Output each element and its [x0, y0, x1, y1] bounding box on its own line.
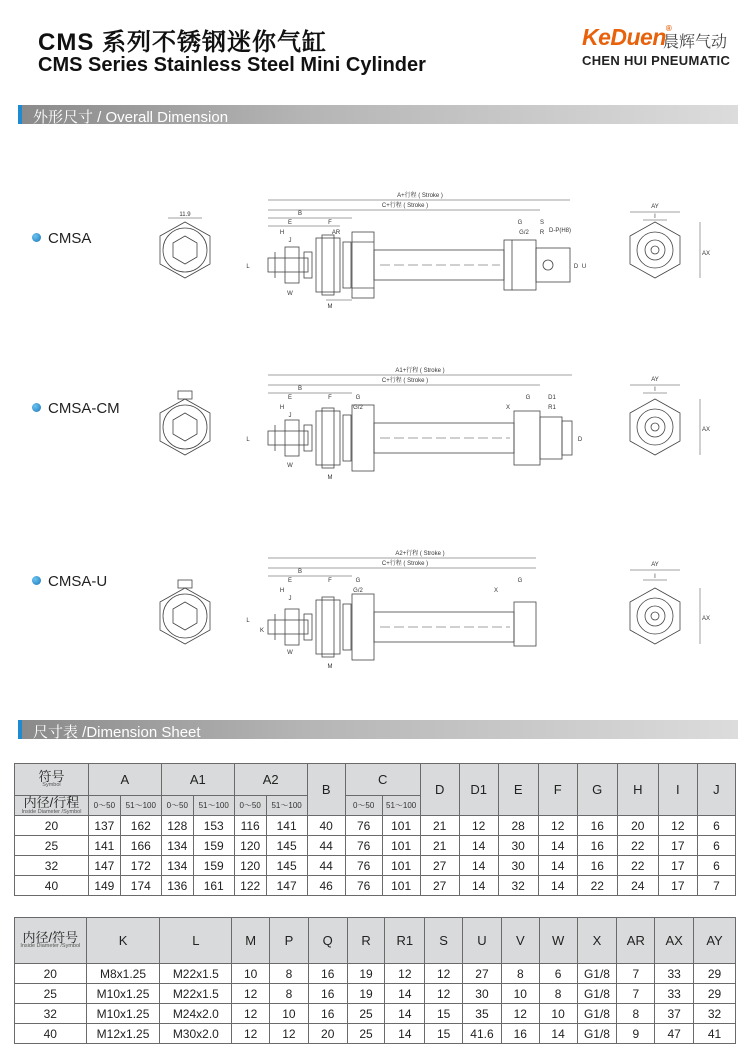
svg-text:E: E — [287, 220, 293, 226]
svg-text:W: W — [287, 291, 293, 297]
stroke-range: 0～50 — [88, 796, 120, 816]
svg-text:E: E — [287, 578, 293, 584]
svg-text:L: L — [246, 264, 250, 270]
table-cell: 14 — [385, 1004, 425, 1024]
table-cell: 28 — [498, 816, 538, 836]
svg-text:G/2: G/2 — [519, 230, 529, 236]
table-cell: 141 — [88, 836, 120, 856]
stroke-range: 51～100 — [193, 796, 234, 816]
table-cell: 8 — [617, 1004, 655, 1024]
svg-text:G: G — [517, 578, 523, 584]
svg-text:M: M — [327, 304, 333, 310]
table-cell: 145 — [266, 836, 307, 856]
bullet-icon — [32, 403, 41, 412]
section-overall-dimension — [18, 105, 738, 124]
stroke-range: 0～50 — [161, 796, 193, 816]
table-cell: 27 — [420, 856, 459, 876]
row-diameter: 32 — [15, 856, 89, 876]
row-diameter: 40 — [15, 1024, 87, 1044]
table-cell: M22x1.5 — [160, 964, 232, 984]
dim-front: 11.9 — [179, 212, 191, 218]
table-cell: 8 — [270, 984, 309, 1004]
svg-text:F: F — [328, 395, 332, 401]
table-cell: 24 — [617, 876, 658, 896]
table-corner: 内径/符号 Inside Diameter /Symbol — [15, 918, 87, 964]
svg-text:AY: AY — [651, 562, 659, 568]
table-cell: 12 — [425, 964, 463, 984]
model-label-cmsa-cm: CMSA-CM — [32, 400, 120, 417]
svg-text:I: I — [654, 214, 656, 220]
section-accent — [18, 720, 22, 739]
row-diameter: 32 — [15, 1004, 87, 1024]
col-header: E — [498, 764, 538, 816]
table-cell: 6 — [697, 836, 735, 856]
svg-text:F: F — [328, 578, 332, 584]
col-header: Q — [308, 918, 347, 964]
row-diameter: 20 — [15, 964, 87, 984]
col-header: A2 — [234, 764, 307, 796]
table-cell: 16 — [577, 856, 617, 876]
table-cell: 33 — [655, 984, 694, 1004]
col-header: K — [86, 918, 160, 964]
table-cell: 7 — [617, 984, 655, 1004]
table-cell: 159 — [193, 836, 234, 856]
table-row — [15, 1024, 736, 1044]
table-cell: 15 — [425, 1004, 463, 1024]
svg-text:B: B — [297, 386, 303, 392]
svg-text:A2+行程 ( Stroke ): A2+行程 ( Stroke ) — [395, 551, 445, 557]
col-header: V — [501, 918, 539, 964]
table-cell: 12 — [232, 984, 270, 1004]
table-cell: M8x1.25 — [86, 964, 160, 984]
table-cell: 174 — [120, 876, 161, 896]
brand-name-cn: 晨辉气动 — [663, 34, 728, 51]
table-cell: 7 — [697, 876, 735, 896]
table-cell: 14 — [539, 1024, 577, 1044]
col-header: F — [538, 764, 577, 816]
table-cell: 44 — [307, 856, 345, 876]
table-cell: 145 — [266, 856, 307, 876]
svg-text:AX: AX — [701, 616, 710, 622]
table-cell: 14 — [538, 876, 577, 896]
table-cell: 10 — [501, 984, 539, 1004]
table-cell: 41.6 — [463, 1024, 502, 1044]
table-cell: 76 — [345, 816, 382, 836]
svg-text:G/2: G/2 — [353, 588, 363, 594]
table-cell: 47 — [655, 1024, 694, 1044]
row-diameter: 40 — [15, 876, 89, 896]
table-cell: M10x1.25 — [86, 1004, 160, 1024]
col-header: U — [463, 918, 502, 964]
table-cell: 14 — [385, 1024, 425, 1044]
svg-text:H: H — [279, 405, 285, 411]
table-cell: M12x1.25 — [86, 1024, 160, 1044]
col-header: G — [577, 764, 617, 816]
table-cell: 6 — [697, 816, 735, 836]
table-cell: 32 — [694, 1004, 736, 1024]
col-header: L — [160, 918, 232, 964]
svg-text:G: G — [355, 578, 361, 584]
svg-text:G: G — [517, 220, 523, 226]
table-cell: G1/8 — [577, 964, 617, 984]
col-header: J — [697, 764, 735, 816]
table-cell: 19 — [347, 984, 385, 1004]
col-header: M — [232, 918, 270, 964]
svg-text:L: L — [246, 437, 250, 443]
row-diameter: 25 — [15, 984, 87, 1004]
col-header: P — [270, 918, 309, 964]
brand-logo: KeDuen® — [582, 24, 672, 50]
col-header: A — [88, 764, 161, 796]
table-cell: 141 — [266, 816, 307, 836]
dim-c-stroke: C+行程 ( Stroke ) — [381, 203, 429, 209]
drawing-cmsa-cm — [140, 355, 710, 495]
brand-block — [582, 24, 742, 70]
table-cell: 29 — [694, 964, 736, 984]
drawing-cmsa-u — [140, 540, 710, 680]
svg-text:G: G — [355, 395, 361, 401]
table-corner-bottom: 内径/行程 Inside Diameter /Symbol — [15, 796, 89, 816]
svg-text:E: E — [287, 395, 293, 401]
bullet-icon — [32, 576, 41, 585]
table-row — [15, 984, 736, 1004]
table-cell: 16 — [577, 836, 617, 856]
table-cell: 27 — [463, 964, 502, 984]
svg-text:J: J — [288, 596, 292, 602]
table-cell: M30x2.0 — [160, 1024, 232, 1044]
table-cell: G1/8 — [577, 1004, 617, 1024]
section-accent — [18, 105, 22, 124]
table-cell: 21 — [420, 816, 459, 836]
dim-a-stroke: A+行程 ( Stroke ) — [397, 193, 443, 199]
table-cell: 40 — [307, 816, 345, 836]
table-cell: 12 — [385, 964, 425, 984]
table-cell: 162 — [120, 816, 161, 836]
svg-text:K: K — [259, 628, 265, 634]
table-cell: 134 — [161, 856, 193, 876]
svg-text:C+行程 ( Stroke ): C+行程 ( Stroke ) — [381, 561, 429, 567]
dimension-table-2 — [14, 917, 736, 1044]
svg-text:W: W — [287, 650, 293, 656]
svg-text:W: W — [287, 463, 293, 469]
table-cell: 101 — [382, 876, 420, 896]
table-cell: 25 — [347, 1004, 385, 1024]
table-cell: 32 — [498, 876, 538, 896]
stroke-range: 51～100 — [120, 796, 161, 816]
table-cell: 6 — [697, 856, 735, 876]
table-cell: 149 — [88, 876, 120, 896]
bullet-icon — [32, 233, 41, 242]
svg-text:I: I — [654, 574, 656, 580]
table-cell: 120 — [234, 856, 266, 876]
svg-text:A1+行程 ( Stroke ): A1+行程 ( Stroke ) — [395, 368, 445, 374]
table-cell: 8 — [501, 964, 539, 984]
table-cell: 101 — [382, 816, 420, 836]
table-cell: 8 — [539, 984, 577, 1004]
svg-text:AX: AX — [701, 427, 710, 433]
col-header: D1 — [459, 764, 498, 816]
table-cell: 16 — [501, 1024, 539, 1044]
table-cell: 14 — [538, 836, 577, 856]
stroke-range: 51～100 — [382, 796, 420, 816]
drawing-cmsa — [140, 180, 710, 330]
table-cell: 33 — [655, 964, 694, 984]
stroke-range: 0～50 — [345, 796, 382, 816]
section-label: 外形尺寸 / Overall Dimension — [33, 109, 229, 126]
table-cell: 12 — [425, 984, 463, 1004]
svg-text:C+行程 ( Stroke ): C+行程 ( Stroke ) — [381, 378, 429, 384]
svg-text:D1: D1 — [548, 395, 556, 401]
col-header: A1 — [161, 764, 234, 796]
table-cell: 172 — [120, 856, 161, 876]
table-cell: 12 — [538, 816, 577, 836]
table-cell: 22 — [577, 876, 617, 896]
brand-name-en: CHEN HUI PNEUMATIC — [582, 53, 731, 68]
table-cell: 16 — [308, 984, 347, 1004]
col-header: R1 — [385, 918, 425, 964]
svg-text:L: L — [246, 618, 250, 624]
table-cell: 44 — [307, 836, 345, 856]
table-cell: 10 — [232, 964, 270, 984]
svg-text:G/2: G/2 — [353, 405, 363, 411]
col-header: H — [617, 764, 658, 816]
row-diameter: 20 — [15, 816, 89, 836]
table-row — [15, 856, 736, 876]
table-cell: 16 — [577, 816, 617, 836]
svg-text:D: D — [573, 264, 579, 270]
table-cell: 7 — [617, 964, 655, 984]
table-cell: 17 — [658, 856, 697, 876]
table-cell: 14 — [538, 856, 577, 876]
table-cell: 14 — [459, 836, 498, 856]
table-cell: 101 — [382, 836, 420, 856]
table-cell: 116 — [234, 816, 266, 836]
stroke-range: 0～50 — [234, 796, 266, 816]
table-cell: 76 — [345, 876, 382, 896]
table-cell: 41 — [694, 1024, 736, 1044]
table-cell: 30 — [498, 836, 538, 856]
table-row — [15, 1004, 736, 1024]
table-cell: 22 — [617, 836, 658, 856]
table-corner-top: 符号 Symbol — [15, 764, 89, 796]
svg-text:J: J — [288, 238, 292, 244]
dimension-table-1 — [14, 763, 736, 896]
table-cell: G1/8 — [577, 1024, 617, 1044]
svg-text:D: D — [577, 437, 583, 443]
table-cell: G1/8 — [577, 984, 617, 1004]
table-cell: 12 — [658, 816, 697, 836]
svg-text:R: R — [539, 230, 545, 236]
stroke-range: 51～100 — [266, 796, 307, 816]
table-cell: 46 — [307, 876, 345, 896]
svg-text:X: X — [505, 405, 511, 411]
table-cell: 20 — [308, 1024, 347, 1044]
col-header: S — [425, 918, 463, 964]
table-cell: 161 — [193, 876, 234, 896]
svg-text:H: H — [279, 230, 285, 236]
svg-text:R1: R1 — [548, 405, 556, 411]
col-header: D — [420, 764, 459, 816]
col-header: AY — [694, 918, 736, 964]
table-cell: 35 — [463, 1004, 502, 1024]
table-cell: M10x1.25 — [86, 984, 160, 1004]
table-cell: 16 — [308, 1004, 347, 1024]
col-header: C — [345, 764, 420, 796]
col-header: X — [577, 918, 617, 964]
table-row — [15, 876, 736, 896]
table-cell: 14 — [385, 984, 425, 1004]
table-cell: 17 — [658, 876, 697, 896]
front-view-hex — [160, 222, 210, 278]
svg-text:J: J — [288, 413, 292, 419]
table-cell: 9 — [617, 1024, 655, 1044]
col-header: B — [307, 764, 345, 816]
table-cell: 12 — [270, 1024, 309, 1044]
svg-text:F: F — [328, 220, 332, 226]
col-header: AR — [617, 918, 655, 964]
table-cell: 17 — [658, 836, 697, 856]
table-row — [15, 836, 736, 856]
table-cell: 16 — [308, 964, 347, 984]
table-cell: 101 — [382, 856, 420, 876]
table-cell: 12 — [501, 1004, 539, 1024]
table-cell: 120 — [234, 836, 266, 856]
table-cell: 159 — [193, 856, 234, 876]
col-header: AX — [655, 918, 694, 964]
table-cell: 147 — [266, 876, 307, 896]
table-cell: 166 — [120, 836, 161, 856]
table-cell: 128 — [161, 816, 193, 836]
table-cell: 10 — [270, 1004, 309, 1024]
svg-text:I: I — [654, 387, 656, 393]
svg-text:X: X — [493, 588, 499, 594]
model-label-cmsa: CMSA — [32, 230, 91, 247]
svg-text:U: U — [581, 264, 587, 270]
svg-text:S: S — [539, 220, 545, 226]
table-cell: 20 — [617, 816, 658, 836]
table-cell: M22x1.5 — [160, 984, 232, 1004]
table-cell: 37 — [655, 1004, 694, 1024]
table-cell: 14 — [459, 856, 498, 876]
model-label-cmsa-u: CMSA-U — [32, 573, 107, 590]
table-cell: 12 — [232, 1024, 270, 1044]
table-cell: 12 — [459, 816, 498, 836]
svg-text:D-P(H8): D-P(H8) — [549, 228, 571, 234]
table-cell: 29 — [694, 984, 736, 1004]
table-cell: 137 — [88, 816, 120, 836]
table-cell: 134 — [161, 836, 193, 856]
table-cell: 21 — [420, 836, 459, 856]
table-cell: 136 — [161, 876, 193, 896]
table-cell: 147 — [88, 856, 120, 876]
svg-text:AY: AY — [651, 377, 659, 383]
svg-text:AY: AY — [651, 204, 659, 210]
table-cell: 76 — [345, 856, 382, 876]
table-cell: 22 — [617, 856, 658, 876]
table-cell: 12 — [232, 1004, 270, 1024]
page-title-en: CMS Series Stainless Steel Mini Cylinder — [38, 54, 426, 76]
table-cell: 30 — [463, 984, 502, 1004]
table-cell: 14 — [459, 876, 498, 896]
svg-text:B: B — [297, 569, 303, 575]
section-label: 尺寸表 /Dimension Sheet — [33, 724, 201, 741]
col-header: R — [347, 918, 385, 964]
svg-text:AX: AX — [701, 251, 710, 257]
table-cell: 8 — [270, 964, 309, 984]
table-cell: 122 — [234, 876, 266, 896]
table-cell: 76 — [345, 836, 382, 856]
row-diameter: 25 — [15, 836, 89, 856]
table-cell: 10 — [539, 1004, 577, 1024]
col-header: W — [539, 918, 577, 964]
svg-text:M: M — [327, 475, 333, 481]
col-header: I — [658, 764, 697, 816]
table-cell: 153 — [193, 816, 234, 836]
table-cell: 25 — [347, 1024, 385, 1044]
table-cell: 15 — [425, 1024, 463, 1044]
svg-text:H: H — [279, 588, 285, 594]
table-cell: 6 — [539, 964, 577, 984]
table-cell: M24x2.0 — [160, 1004, 232, 1024]
svg-text:B: B — [297, 211, 303, 217]
svg-text:AR: AR — [331, 230, 341, 236]
svg-text:M: M — [327, 664, 333, 670]
svg-text:G: G — [525, 395, 531, 401]
table-cell: 27 — [420, 876, 459, 896]
table-row — [15, 816, 736, 836]
table-cell: 30 — [498, 856, 538, 876]
section-dimension-sheet — [18, 720, 738, 739]
table-cell: 19 — [347, 964, 385, 984]
table-row — [15, 964, 736, 984]
page-title-cn: CMS 系列不锈钢迷你气缸 — [38, 29, 327, 56]
